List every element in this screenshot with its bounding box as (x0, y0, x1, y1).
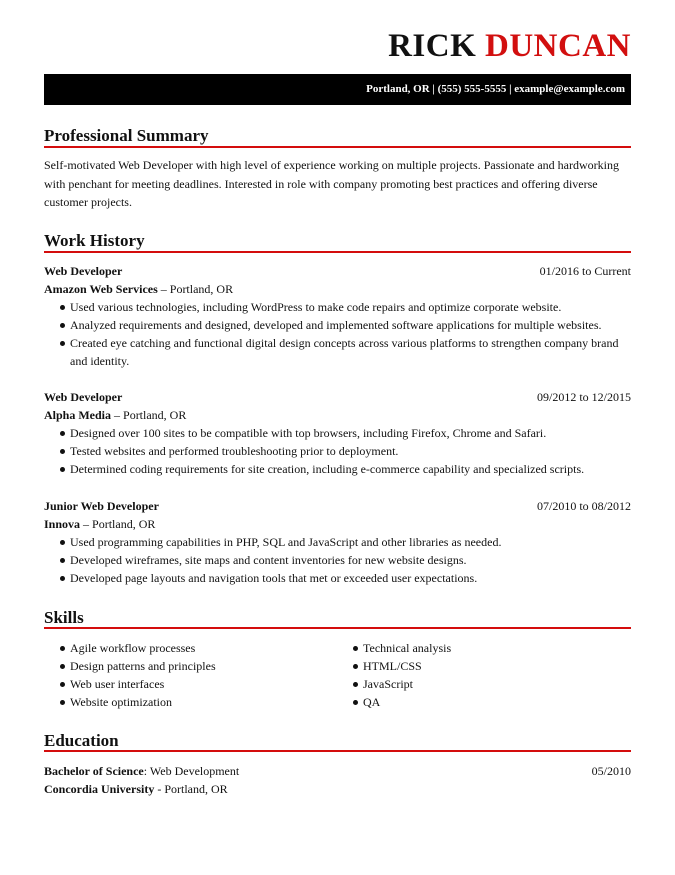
summary-heading: Professional Summary (44, 126, 209, 145)
skill-item: Technical analysis (337, 639, 675, 657)
job-company-line (44, 407, 631, 423)
list-item: Tested websites and performed troubleshooting prior to deployment. (44, 442, 631, 460)
skill-item: QA (337, 693, 675, 711)
company-location: – Portland, OR (157, 282, 234, 296)
list-item: Used programming capabilities in PHP, SQL and JavaScript and other libraries as needed. (44, 533, 631, 551)
job-bullets (44, 424, 631, 478)
list-item: Designed over 100 sites to be compatible with top browsers, including Firefox, Chrome and Safari. (44, 424, 631, 442)
work-history-heading: Work History (44, 231, 145, 250)
job-title: Junior Web Developer (44, 499, 159, 513)
list-item: Determined coding requirements for site creation, including e-commerce capability and specialized scripts. (44, 460, 631, 478)
education-degree-line (44, 763, 631, 779)
skill-item: Website optimization (44, 693, 631, 711)
skill-item: Design patterns and principles (44, 657, 631, 675)
company-location: – Portland, OR (80, 517, 156, 531)
education-heading: Education (44, 731, 119, 750)
skill-item: JavaScript (337, 675, 675, 693)
list-item: Used various technologies, including WordPress to make code repairs and optimize corporate website. (44, 298, 631, 316)
job-dates: 01/2016 to Current (539, 264, 631, 278)
job-company-line (44, 281, 631, 297)
summary-text: Self-motivated Web Developer with high level of experience working on multiple projects. Passionate and hardworking with penchant for meeting deadlines. Interested in role with company promoting best practices and offering diverse customer projects. (44, 158, 619, 209)
job-bullets (44, 298, 631, 370)
list-item: Developed page layouts and navigation tools that met or exceeded user expectations. (44, 569, 631, 587)
education-date: 05/2010 (591, 764, 631, 778)
job-title: Web Developer (44, 264, 123, 278)
company-name: Alpha Media (44, 408, 112, 422)
company-name: Amazon Web Services (44, 282, 158, 296)
school-location: - Portland, OR (154, 782, 228, 796)
contact-info: Portland, OR | (555) 555-5555 | example@example.com (366, 83, 625, 95)
job-bullets (44, 533, 631, 587)
section-divider (44, 251, 631, 253)
last-name: DUNCAN (485, 28, 631, 64)
degree: Bachelor of Science (44, 764, 144, 778)
section-divider (44, 750, 631, 752)
company-location: – Portland, OR (111, 408, 187, 422)
job-title: Web Developer (44, 390, 123, 404)
job-dates: 07/2010 to 08/2012 (536, 499, 631, 513)
section-divider (44, 627, 631, 629)
job-header (44, 498, 631, 514)
contact-bar (44, 74, 631, 105)
skill-item: Agile workflow processes (44, 639, 631, 657)
job-header (44, 263, 631, 279)
skills-list-right (337, 639, 675, 711)
candidate-name (388, 26, 631, 66)
job-dates: 09/2012 to 12/2015 (536, 390, 631, 404)
list-item: Developed wireframes, site maps and content inventories for new website designs. (44, 551, 631, 569)
skill-item: Web user interfaces (44, 675, 631, 693)
company-name: Innova (44, 517, 81, 531)
list-item: Analyzed requirements and designed, developed and implemented software applications for multiple websites. (44, 316, 631, 334)
job-header (44, 389, 631, 405)
school-name: Concordia University (44, 782, 155, 796)
first-name: RICK (388, 28, 477, 64)
section-divider (44, 146, 631, 148)
skills-heading: Skills (44, 608, 84, 627)
list-item: Created eye catching and functional digital design concepts across various platforms to strengthen company brand and identity. (44, 334, 631, 370)
skill-item: HTML/CSS (337, 657, 675, 675)
education-school-line (44, 781, 631, 797)
job-company-line (44, 516, 631, 532)
degree-field: : Web Development (143, 764, 240, 778)
